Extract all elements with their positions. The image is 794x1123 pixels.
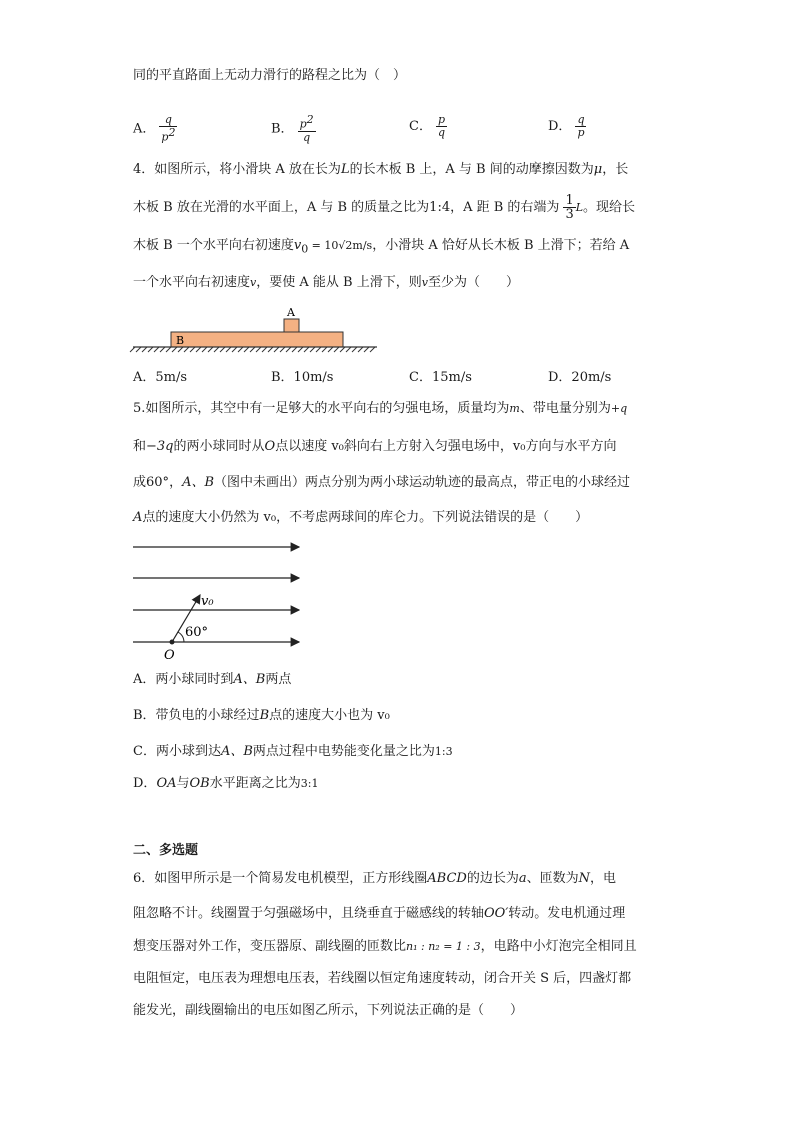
q5-line-2: 和−3q的两小球同时从O点以速度 v₀斜向右上方射入匀强电场中，v₀方向与水平方向 [133,439,617,454]
q4-line-4: 一个水平向右初速度v，要使 A 能从 B 上滑下，则v至少为（ ） [133,275,519,290]
board-b [171,332,343,347]
q5-option-a[interactable]: A．两小球同时到A、B两点 [133,672,292,687]
q4-line-1: 4．如图所示，将小滑块 A 放在长为L的长木板 B 上，A 与 B 间的动摩擦因数为μ，长 [133,162,629,177]
q3-option-b[interactable] [271,114,316,144]
fraction: $\frac{p^2}{q}$ [299,113,314,144]
q6-line-4: 电阻恒定，电压表为理想电压表，若线圈以恒定角速度转动，闭合开关 S 后，四盏灯都 [133,971,632,986]
q6-line-5: 能发光，副线圈输出的电压如图乙所示，下列说法正确的是（ ） [133,1003,524,1018]
option-label: D． [548,119,572,134]
label-o: O [164,648,175,663]
q4-line-2: 木板 B 放在光滑的水平面上，A 与 B 的质量之比为1:4，A 距 B 的右端为 $\frac{1}{3}$ L。现给长 [133,193,636,222]
q4-board-figure [133,304,383,349]
q3-option-d[interactable] [548,114,586,139]
section-multiple-choice-heading: 二、多选题 [133,843,199,858]
fraction: $\frac{p}{q}$ [437,113,445,139]
label-b: B [176,334,185,347]
angle-arc [178,632,184,642]
q5-line-4: A点的速度大小仍然为 v₀，不考虑两球间的库仑力。下列说法错误的是（ ） [133,510,589,525]
q4-option-d[interactable]: D．20m/s [548,370,612,385]
label-angle: 60° [185,625,209,640]
q4-line-3: 木板 B 一个水平向右初速度$v_0 = 10√2m/s$，小滑块 A 恰好从长木板 B 上滑下；若给 A [133,238,630,256]
q5-option-c[interactable]: C．两小球到达A、B两点过程中电势能变化量之比为1:3 [133,744,453,759]
fraction-one-third: $\frac{1}{3}$ [565,193,574,222]
q4-option-a[interactable]: A．5m/s [133,370,188,385]
label-a: A [287,306,295,319]
origin-point [170,640,175,645]
q4-option-b[interactable]: B．10m/s [271,370,334,385]
option-label: A． [133,121,156,137]
q5-line-3: 成60°，A、B（图中未画出）两点分别为两小球运动轨迹的最高点，带正电的小球经过 [133,475,631,490]
q6-line-1: 6．如图甲所示是一个简易发电机模型，正方形线圈ABCD的边长为a、匝数为N，电 [133,871,617,886]
q5-option-d[interactable]: D．OA与OB水平距离之比为3:1 [133,776,319,791]
q5-option-b[interactable]: B．带负电的小球经过B点的速度大小也为 v₀ [133,708,390,723]
q6-line-2: 阻忽略不计。线圈置于匀强磁场中，且绕垂直于磁感线的转轴OO′转动。发电机通过理 [133,906,626,921]
q5-line-1: 5.如图所示，其空中有一足够大的水平向右的匀强电场，质量均为m、带电量分别为+q [133,401,628,416]
q3-option-c[interactable] [409,114,447,139]
q4-option-c[interactable]: C．15m/s [409,370,472,385]
q3-text: 同的平直路面上无动力滑行的路程之比为（ ） [133,68,407,83]
block-a [284,319,299,332]
option-label: B． [271,121,294,137]
ground-hatch [130,347,375,352]
fraction: $\frac{q}{p^2}$ [161,113,176,144]
option-label: C． [409,119,432,134]
q6-line-3: 想变压器对外工作，变压器原、副线圈的匝数比n₁ : n₂ = 1 : 3，电路中小灯泡完全相同且 [133,939,637,954]
fraction: $\frac{q}{p}$ [577,113,585,139]
q3-option-a[interactable] [133,114,177,144]
label-v0: v₀ [201,594,214,609]
q5-field-figure [133,538,313,663]
